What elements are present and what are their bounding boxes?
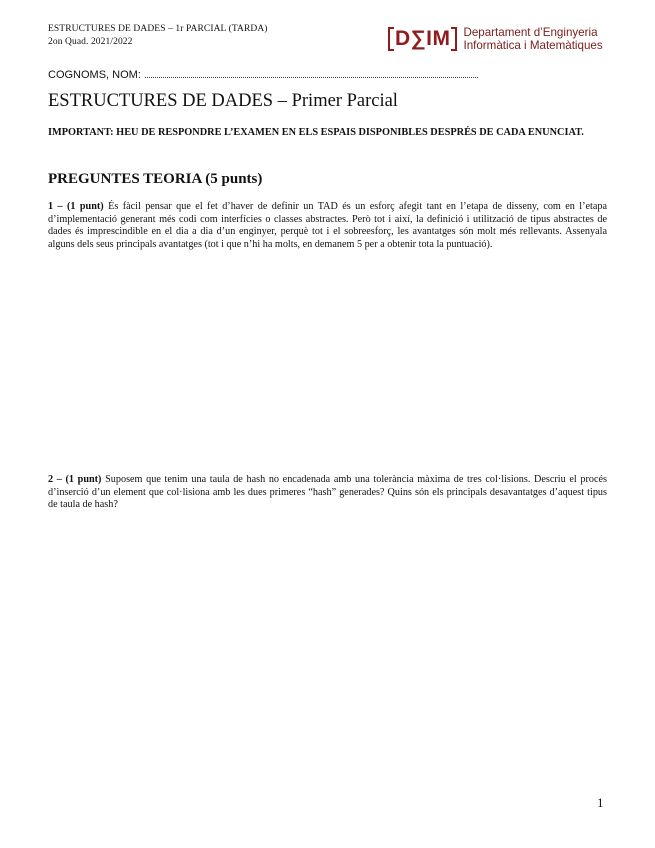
logo-department-name <box>463 26 602 52</box>
question-1-label: 1 – (1 punt) <box>48 201 104 212</box>
student-name-label: COGNOMS, NOM: <box>48 69 141 81</box>
question-2 <box>48 474 607 512</box>
section-title: PREGUNTES TEORIA (5 punts) <box>48 171 263 187</box>
student-name-line <box>48 69 478 81</box>
question-1 <box>48 201 607 251</box>
question-1-text: És fàcil pensar que el fet d’haver de definir un TAD és un esforç afegit tant en l’etapa de disseny, com en l’etapa d’implementació generant més codi com interfícies o classes abstractes. Però tot i així, la definició i utilització de tipus abstractes de dades és imprescindible en el dia a dia d’un enginyer, perquè tot i el sobreesforç, les avantatges són molt més rellevants. Assenyala alguns dels seus principals avantatges (tot i que n’hi ha molts, en demanem 5 per a obtenir tota la puntuació). <box>48 201 607 250</box>
logo-mark <box>388 25 457 53</box>
important-notice: IMPORTANT: HEU DE RESPONDRE L’EXAMEN EN ELS ESPAIS DISPONIBLES DESPRÉS DE CADA ENUNCIAT. <box>48 127 584 138</box>
student-name-field[interactable] <box>145 69 478 78</box>
exam-title: ESTRUCTURES DE DADES – Primer Parcial <box>48 91 398 111</box>
question-2-text: Suposem que tenim una taula de hash no encadenada amb una tolerància màxima de tres col·lisions. Descriu el procés d’inserció d’un element que col·lisiona amb les dues primeres “hash” generades? Quins són els principals desavantatges d’aquest tipus de taula de hash? <box>48 474 607 510</box>
question-2-label: 2 – (1 punt) <box>48 474 102 485</box>
logo-name-line2: Informàtica i Matemàtiques <box>463 39 603 52</box>
logo-name-line1: Departament d’Enginyeria <box>463 26 598 39</box>
logo-letters: D∑IM <box>395 27 451 50</box>
answer-space-2[interactable] <box>48 520 607 780</box>
header-term-line: 2on Quad. 2021/2022 <box>48 37 133 47</box>
header-course-line: ESTRUCTURES DE DADES – 1r PARCIAL (TARDA) <box>48 24 268 34</box>
department-logo <box>388 24 603 54</box>
answer-space-1[interactable] <box>48 280 607 465</box>
logo-right-bracket-icon <box>451 27 457 51</box>
page-number: 1 <box>597 795 604 810</box>
